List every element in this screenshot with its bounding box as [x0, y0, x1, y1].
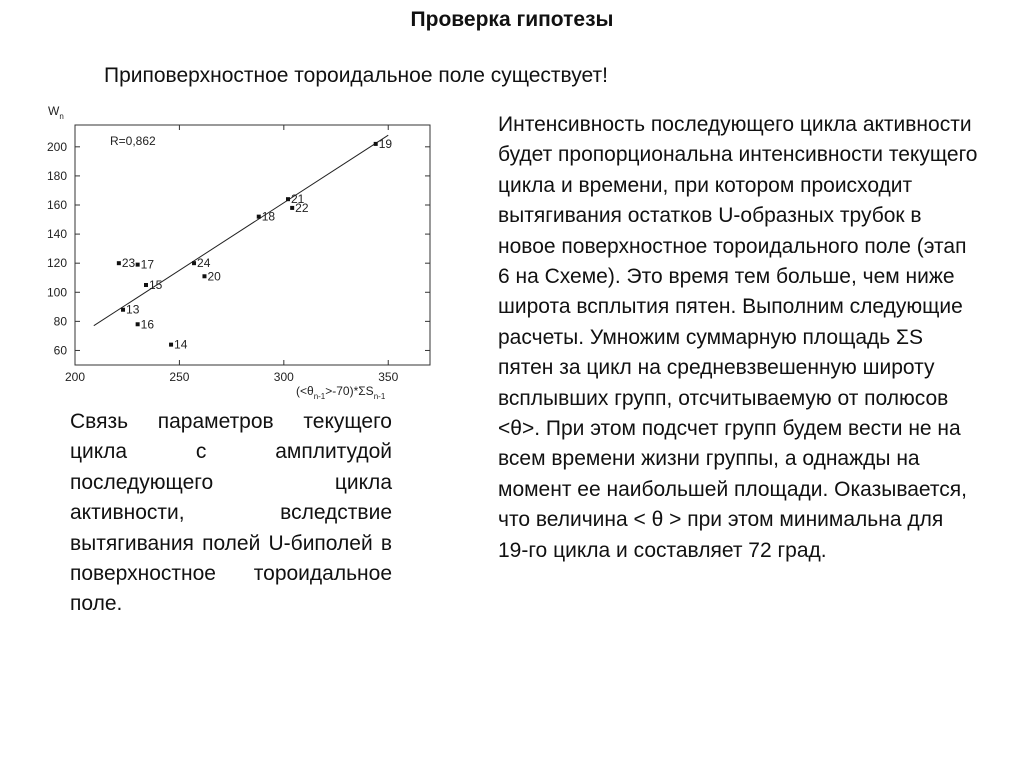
scatter-chart — [0, 95, 470, 405]
y-tick-label: 140 — [46, 227, 67, 242]
data-point-13 — [121, 308, 125, 312]
right-paragraph: Интенсивность последующего цикла активности будет пропорциональна интенсивности текущего цикла и времени, при котором происходит вытягивания остатков U-образных трубок в новое поверхностное тороидального поле (этап 6 на Схеме). Это время тем больше, чем ниже широта всплытия пятен. Выполним следующие расчеты. Умножим суммарную площадь ΣS пятен за цикл на средневзвешенную широту всплывших групп, отсчитываемую от полюсов <θ>. При этом подсчет групп будем вести не на всем времени жизни группы, а однажды на момент ее наибольшей площади. Оказывается, что величина < θ > при этом минимальна для 19-го цикла и составляет 72 град. — [498, 113, 978, 562]
y-tick-label: 120 — [46, 256, 67, 271]
data-point-22 — [290, 206, 294, 210]
point-label-21: 21 — [291, 192, 305, 207]
y-tick-label: 160 — [46, 198, 67, 212]
data-point-21 — [286, 197, 290, 201]
data-point-16 — [136, 322, 140, 326]
y-axis-label: $W_n$ — [48, 104, 64, 121]
data-point-20 — [202, 274, 206, 278]
point-label-19: 19 — [378, 136, 393, 151]
x-tick-label: 350 — [378, 370, 399, 384]
x-tick-label: 300 — [273, 370, 294, 384]
point-label-20: 20 — [207, 269, 221, 284]
point-label-15: 15 — [149, 278, 163, 292]
chart-svg — [0, 95, 470, 405]
data-point-18 — [257, 215, 261, 219]
y-tick-label: 180 — [46, 168, 67, 183]
y-tick-label: 200 — [46, 139, 67, 154]
correlation-annotation: R=0,862 — [110, 134, 156, 148]
point-label-16: 16 — [140, 317, 155, 332]
point-label-23: 23 — [121, 256, 136, 271]
x-tick-label: 250 — [169, 370, 190, 384]
data-point-15 — [144, 283, 148, 287]
y-tick-label: 80 — [53, 314, 67, 329]
x-axis-label: $(<\theta_{n-1}>-70)*\Sigma S_{n-1}$ — [296, 384, 386, 401]
data-point-19 — [374, 142, 378, 146]
y-tick-label: 100 — [46, 285, 67, 300]
x-tick-label: 200 — [64, 370, 86, 384]
data-point-14 — [169, 343, 173, 347]
plot-frame — [75, 125, 430, 365]
point-label-14: 14 — [174, 337, 188, 352]
regression-line — [94, 135, 388, 326]
point-label-24: 24 — [197, 256, 211, 271]
y-tick-label: 60 — [53, 343, 67, 358]
point-label-17: 17 — [140, 257, 155, 272]
page-subtitle: Приповерхностное тороидальное поле существует! — [104, 64, 608, 87]
point-label-22: 22 — [295, 200, 309, 215]
data-point-24 — [192, 261, 196, 265]
point-label-13: 13 — [126, 302, 140, 317]
left-paragraph: Связь параметров текущего цикла с амплитудой последующего цикла активности, вследствие вытягивания полей U-биполей в поверхностное тороидальное поле. — [70, 410, 392, 616]
data-point-23 — [117, 261, 121, 265]
point-label-18: 18 — [261, 209, 276, 224]
data-point-17 — [136, 263, 140, 267]
page-title: Проверка гипотезы — [410, 8, 614, 31]
